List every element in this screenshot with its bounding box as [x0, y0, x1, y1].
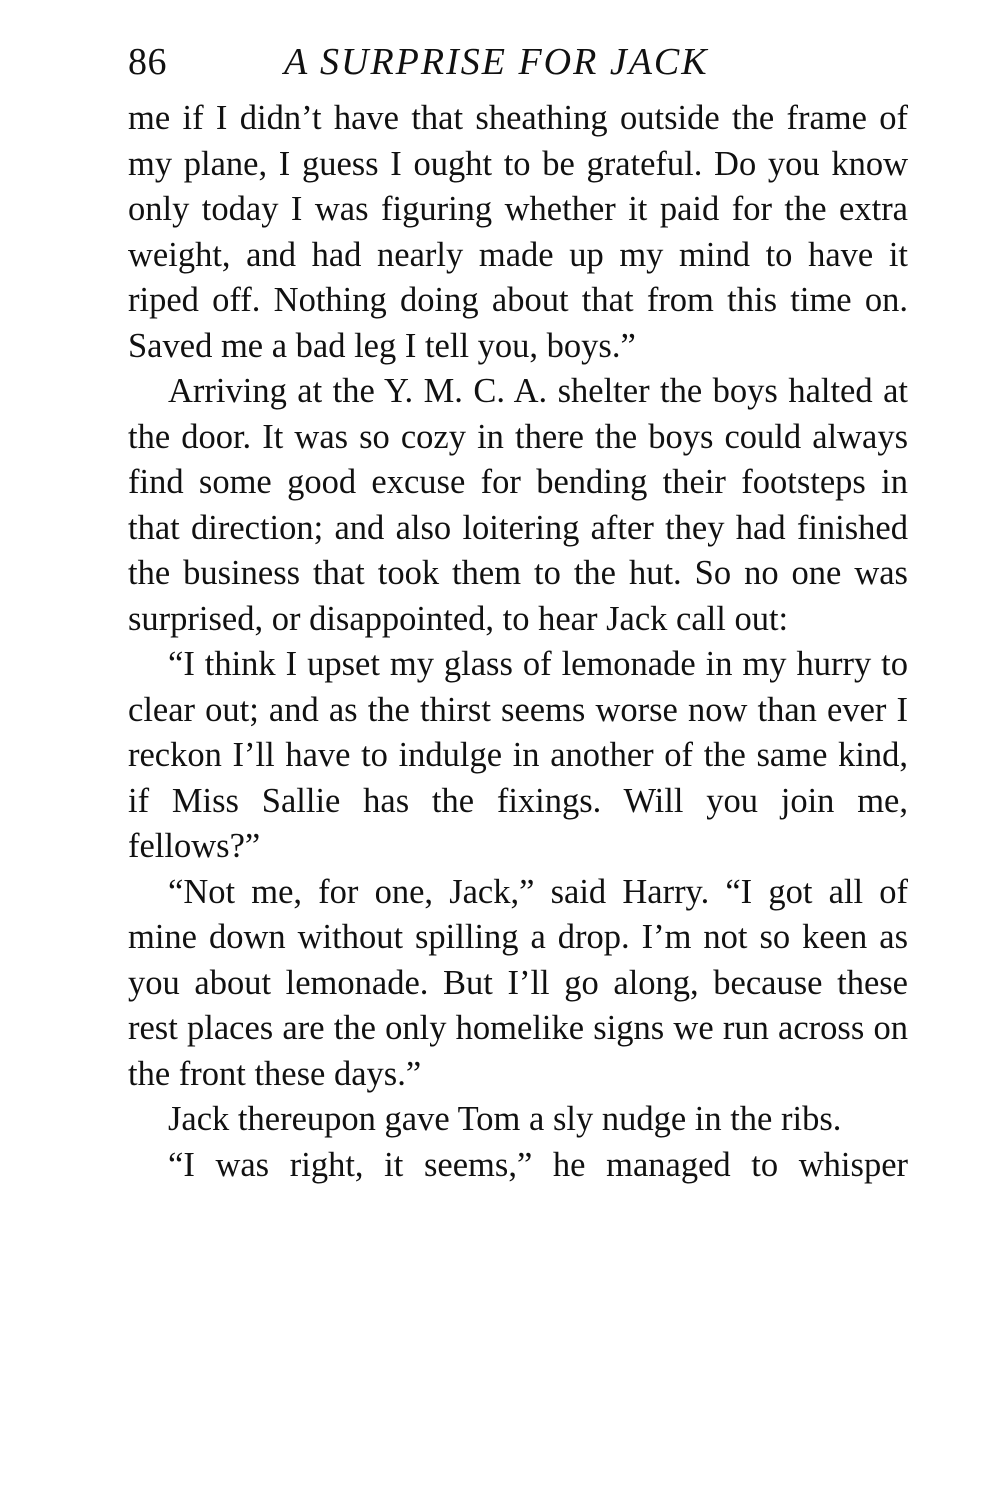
paragraph-3: “I think I upset my glass of lemonade in my hurry to clear out; and as the thirst seems worse now than ever I reckon I’ll have to indulge in another of the same kind, if Miss Sallie has the fixings. Will you join me, fellows?” [128, 645, 908, 865]
paragraph-6: “I was right, it seems,” he managed to whisper [168, 1145, 908, 1184]
book-page [128, 40, 908, 1188]
paragraph-4: “Not me, for one, Jack,” said Harry. “I got all of mine down without spilling a drop. I’m not so keen as you about lemonade. But I’ll go along, because these rest places are the only homelike signs we run across on the front these days.” [128, 872, 908, 1093]
paragraph-2: Arriving at the Y. M. C. A. shelter the boys halted at the door. It was so cozy in there the boys could always find some good excuse for bending their footsteps in that direction; and also loitering after they had finished the business that took them to the hut. So no one was surprised, or disappointed, to hear Jack call out: [128, 372, 908, 638]
running-title: A SURPRISE FOR JACK [284, 41, 709, 83]
running-head [128, 40, 908, 96]
page-number: 86 [128, 41, 167, 83]
paragraph-5: Jack thereupon gave Tom a sly nudge in the ribs. [168, 1100, 842, 1138]
text-body [128, 96, 908, 1188]
paragraph-1: me if I didn’t have that sheathing outside the frame of my plane, I guess I ought to be grateful. Do you know only today I was figuring whether it paid for the extra weight, and had nearly made up my mind to have it riped off. Nothing doing about that from this time on. Saved me a bad leg I tell you, boys.” [128, 99, 908, 365]
